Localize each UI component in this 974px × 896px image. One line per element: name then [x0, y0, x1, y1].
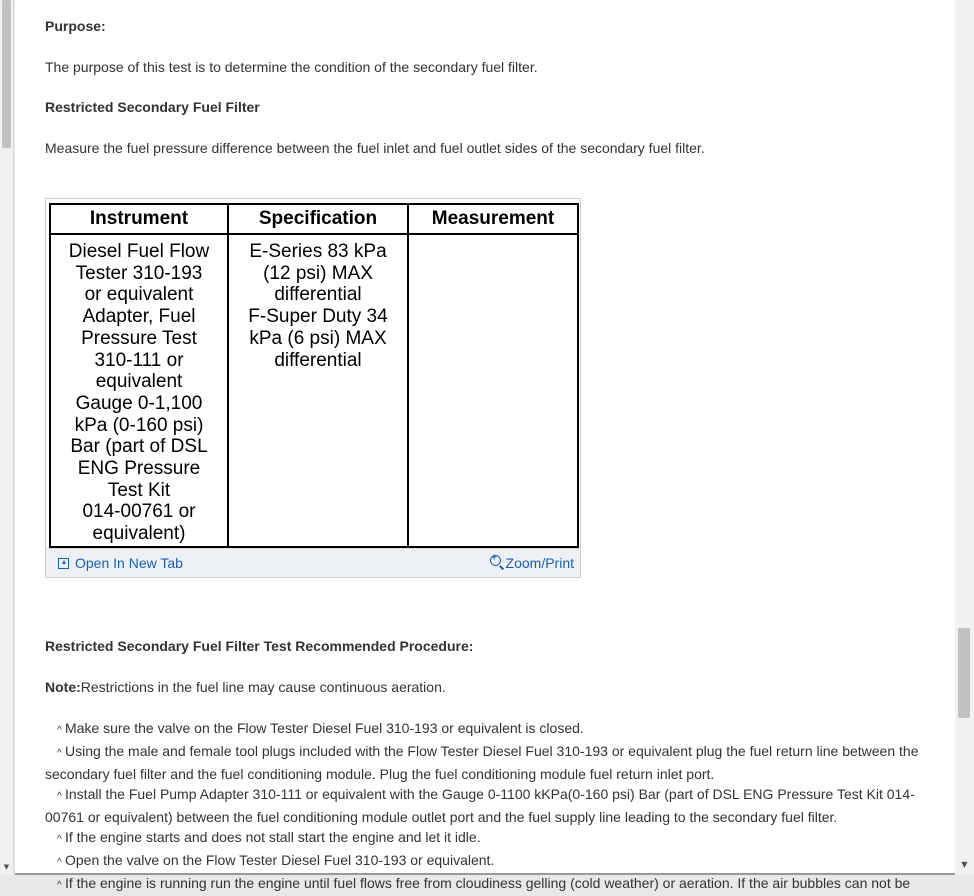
zoom-print-label: Zoom/Print	[505, 555, 574, 571]
scroll-down-arrow-icon[interactable]: ▼	[3, 863, 10, 871]
header-instrument: Instrument	[50, 204, 228, 234]
instrument-line: ENG Pressure	[77, 458, 201, 480]
instrument-line: 014-00761 or	[82, 501, 196, 523]
spec-table	[49, 203, 579, 548]
list-item	[45, 873, 938, 896]
figure-toolbar	[46, 548, 580, 577]
section-text: Measure the fuel pressure difference between the fuel inlet and fuel outlet sides of the secondary fuel filter.	[45, 140, 705, 156]
instrument-line: equivalent)	[92, 523, 186, 545]
instrument-line: Diesel Fuel Flow	[68, 241, 210, 262]
document-content	[15, 0, 955, 891]
step-text: Install the Fuel Pump Adapter 310-111 or equivalent with the Gauge 0-1100 kKPa(0-160 psi) Bar (part of DSL ENG Pressure Test Kit 014-00761 or equivalent) between the fuel conditioning module outlet port and the fuel supply line leading to the secondary fuel filter.	[45, 786, 915, 825]
list-item	[45, 850, 938, 873]
open-new-tab-icon	[58, 558, 69, 569]
caret-icon: ^	[57, 880, 62, 891]
step-text: If the engine is running run the engine until fuel flows free from cloudiness gelling (cold weather) or aeration. If the air bubbles can not be	[65, 875, 911, 891]
purpose-text: The purpose of this test is to determine the condition of the secondary fuel filter.	[45, 59, 538, 75]
left-scrollbar-thumb[interactable]	[2, 0, 11, 148]
section-heading: Restricted Secondary Fuel Filter	[45, 99, 260, 115]
zoom-print-link[interactable]	[490, 555, 574, 571]
open-in-new-tab-label: Open In New Tab	[75, 555, 183, 571]
caret-icon: ^	[57, 834, 62, 845]
instrument-line: Test Kit	[107, 479, 171, 501]
note	[45, 679, 446, 695]
instrument-line: kPa (0-160 psi)	[74, 414, 204, 436]
cell-specification	[228, 234, 408, 547]
list-item	[45, 718, 938, 741]
table-header-row	[50, 204, 578, 234]
step-text: Using the male and female tool plugs included with the Flow Tester Diesel Fuel 310-193 or equivalent plug the fuel return line between the secondary fuel filter and the fuel conditioning module. Plug the fuel conditioning module fuel return inlet port.	[45, 743, 919, 782]
caret-icon: ^	[57, 791, 62, 802]
list-item	[45, 827, 938, 850]
zoom-in-icon	[490, 555, 501, 566]
specification-line: (12 psi) MAX	[263, 262, 373, 284]
instrument-line: Gauge 0-1,100	[75, 392, 203, 414]
specification-line: differential	[274, 284, 362, 306]
instrument-line: Adapter, Fuel	[82, 306, 196, 328]
step-text: Make sure the valve on the Flow Tester Diesel Fuel 310-193 or equivalent is closed.	[65, 720, 584, 736]
note-text: Restrictions in the fuel line may cause continuous aeration.	[80, 679, 446, 695]
instrument-line: equivalent	[95, 371, 183, 393]
header-measurement: Measurement	[408, 204, 578, 234]
instrument-line: 310-111 or	[94, 349, 184, 371]
instrument-line: Pressure Test	[81, 327, 197, 349]
step-text: If the engine starts and does not stall start the engine and let it idle.	[65, 829, 481, 845]
open-in-new-tab-link[interactable]	[58, 555, 183, 571]
caret-icon: ^	[57, 725, 62, 736]
right-scrollbar[interactable]	[955, 0, 974, 875]
caret-icon: ^	[57, 748, 62, 759]
left-scrollbar[interactable]	[0, 0, 14, 875]
step-text: Open the valve on the Flow Tester Diesel Fuel 310-193 or equivalent.	[65, 852, 495, 868]
specification-line: differential	[274, 349, 362, 371]
scroll-down-arrow-icon[interactable]: ▼	[961, 860, 968, 869]
instrument-line: or equivalent	[84, 284, 194, 306]
header-specification: Specification	[228, 204, 408, 234]
specification-line: E-Series 83 kPa	[249, 241, 387, 262]
cell-measurement	[408, 234, 578, 547]
procedure-steps	[45, 718, 938, 896]
note-label: Note:	[45, 679, 81, 695]
specification-line: F-Super Duty 34	[248, 306, 388, 328]
cell-instrument	[50, 234, 228, 547]
list-item	[45, 784, 938, 827]
instrument-line: Tester 310-193	[75, 262, 203, 284]
right-scrollbar-thumb[interactable]	[958, 628, 970, 718]
instrument-line: Bar (part of DSL	[70, 436, 208, 458]
procedure-heading: Restricted Secondary Fuel Filter Test Recommended Procedure:	[45, 638, 474, 654]
spec-figure	[45, 198, 581, 578]
purpose-heading: Purpose:	[45, 18, 106, 34]
table-row	[50, 234, 578, 547]
specification-line: kPa (6 psi) MAX	[249, 327, 387, 349]
list-item	[45, 741, 938, 784]
caret-icon: ^	[57, 857, 62, 868]
